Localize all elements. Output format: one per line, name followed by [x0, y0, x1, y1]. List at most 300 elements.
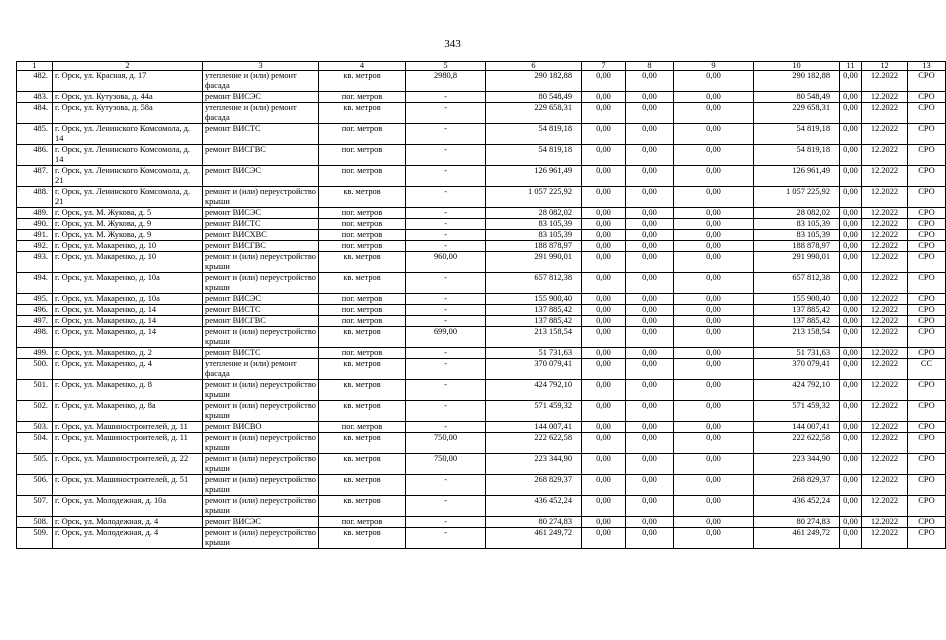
table-row [17, 124, 946, 145]
cell-cost-per-unit: 0,00 [840, 517, 862, 528]
cell-unit: кв. метров [319, 401, 406, 422]
cell-work-type: утепление и (или) ремонт фасада [203, 359, 319, 380]
cell-cost-per-unit: 0,00 [840, 71, 862, 92]
cell-address: г. Орск, ул. Макаренко, д. 8 [53, 380, 203, 401]
cell-volume: - [406, 145, 486, 166]
table-row [17, 316, 946, 327]
cell-address: г. Орск, ул. М. Жукова, д. 9 [53, 230, 203, 241]
cell-volume: - [406, 305, 486, 316]
cell-volume: 960,00 [406, 252, 486, 273]
table-row [17, 496, 946, 517]
cell-method: СРО [908, 145, 946, 166]
cell-deadline: 12.2022 [862, 401, 908, 422]
cell-fund-cost: 0,00 [582, 433, 626, 454]
cell-volume: - [406, 496, 486, 517]
cell-address: г. Орск, ул. Машиностроителей, д. 11 [53, 433, 203, 454]
cell-unit: пог. метров [319, 145, 406, 166]
cell-owner-funds: 126 961,49 [754, 166, 840, 187]
cell-owner-funds: 268 829,37 [754, 475, 840, 496]
cell-unit: пог. метров [319, 166, 406, 187]
cell-total-cost: 83 105,39 [486, 230, 582, 241]
cell-work-type: ремонт ВИСГВС [203, 145, 319, 166]
cell-method: СРО [908, 528, 946, 549]
cell-deadline: 12.2022 [862, 273, 908, 294]
cell-address: г. Орск, ул. Макаренко, д. 14 [53, 305, 203, 316]
table-row [17, 348, 946, 359]
cell-fund-cost: 0,00 [582, 316, 626, 327]
cell-total-cost: 657 812,38 [486, 273, 582, 294]
cell-address: г. Орск, ул. Красная, д. 17 [53, 71, 203, 92]
cell-budget-cost: 0,00 [626, 124, 674, 145]
cell-method: СРО [908, 496, 946, 517]
cell-cost-per-unit: 0,00 [840, 103, 862, 124]
cell-local-budget-cost: 0,00 [674, 208, 754, 219]
cell-owner-funds: 54 819,18 [754, 124, 840, 145]
cell-total-cost: 436 452,24 [486, 496, 582, 517]
table-row [17, 230, 946, 241]
cell-deadline: 12.2022 [862, 219, 908, 230]
cell-volume: - [406, 208, 486, 219]
cell-local-budget-cost: 0,00 [674, 348, 754, 359]
cell-total-cost: 571 459,32 [486, 401, 582, 422]
cell-work-type: ремонт ВИСТС [203, 124, 319, 145]
cell-deadline: 12.2022 [862, 327, 908, 348]
cell-local-budget-cost: 0,00 [674, 294, 754, 305]
cell-row-number: 482. [17, 71, 53, 92]
cell-local-budget-cost: 0,00 [674, 316, 754, 327]
cell-cost-per-unit: 0,00 [840, 241, 862, 252]
cell-unit: кв. метров [319, 433, 406, 454]
cell-local-budget-cost: 0,00 [674, 230, 754, 241]
table-row [17, 71, 946, 92]
cell-deadline: 12.2022 [862, 316, 908, 327]
column-header-10: 10 [754, 62, 840, 71]
cell-total-cost: 290 182,88 [486, 71, 582, 92]
cell-method: СРО [908, 475, 946, 496]
cell-cost-per-unit: 0,00 [840, 294, 862, 305]
cell-method: СРО [908, 219, 946, 230]
cell-owner-funds: 370 079,41 [754, 359, 840, 380]
cell-budget-cost: 0,00 [626, 475, 674, 496]
cell-cost-per-unit: 0,00 [840, 208, 862, 219]
cell-total-cost: 51 731,63 [486, 348, 582, 359]
cell-unit: пог. метров [319, 316, 406, 327]
cell-work-type: ремонт и (или) переустройство крыши [203, 380, 319, 401]
cell-total-cost: 222 622,58 [486, 433, 582, 454]
cell-fund-cost: 0,00 [582, 422, 626, 433]
cell-method: СРО [908, 187, 946, 208]
cell-cost-per-unit: 0,00 [840, 305, 862, 316]
cell-volume: - [406, 380, 486, 401]
cell-row-number: 501. [17, 380, 53, 401]
cell-fund-cost: 0,00 [582, 401, 626, 422]
cell-total-cost: 188 878,97 [486, 241, 582, 252]
cell-address: г. Орск, ул. Макаренко, д. 4 [53, 359, 203, 380]
cell-address: г. Орск, ул. Макаренко, д. 10 [53, 252, 203, 273]
cell-cost-per-unit: 0,00 [840, 422, 862, 433]
cell-owner-funds: 1 057 225,92 [754, 187, 840, 208]
cell-total-cost: 80 274,83 [486, 517, 582, 528]
cell-owner-funds: 54 819,18 [754, 145, 840, 166]
cell-method: СРО [908, 208, 946, 219]
cell-deadline: 12.2022 [862, 433, 908, 454]
column-header-3: 3 [203, 62, 319, 71]
column-number-row [17, 62, 946, 71]
cell-total-cost: 155 900,40 [486, 294, 582, 305]
cell-owner-funds: 290 182,88 [754, 71, 840, 92]
cell-owner-funds: 144 007,41 [754, 422, 840, 433]
cell-fund-cost: 0,00 [582, 252, 626, 273]
cell-total-cost: 213 158,54 [486, 327, 582, 348]
cell-volume: - [406, 528, 486, 549]
cell-deadline: 12.2022 [862, 305, 908, 316]
cell-total-cost: 1 057 225,92 [486, 187, 582, 208]
cell-row-number: 493. [17, 252, 53, 273]
table-row [17, 294, 946, 305]
cell-row-number: 487. [17, 166, 53, 187]
cell-row-number: 509. [17, 528, 53, 549]
cell-total-cost: 54 819,18 [486, 124, 582, 145]
cell-fund-cost: 0,00 [582, 294, 626, 305]
cell-cost-per-unit: 0,00 [840, 145, 862, 166]
cell-unit: пог. метров [319, 124, 406, 145]
cell-row-number: 508. [17, 517, 53, 528]
cell-fund-cost: 0,00 [582, 71, 626, 92]
cell-unit: кв. метров [319, 103, 406, 124]
cell-work-type: ремонт ВИСЭС [203, 166, 319, 187]
cell-budget-cost: 0,00 [626, 401, 674, 422]
cell-budget-cost: 0,00 [626, 359, 674, 380]
cell-row-number: 490. [17, 219, 53, 230]
cell-address: г. Орск, ул. М. Жукова, д. 5 [53, 208, 203, 219]
cell-volume: - [406, 316, 486, 327]
table-body [17, 71, 946, 549]
cell-cost-per-unit: 0,00 [840, 454, 862, 475]
cell-address: г. Орск, ул. Молодежная, д. 4 [53, 517, 203, 528]
cell-budget-cost: 0,00 [626, 517, 674, 528]
cell-budget-cost: 0,00 [626, 380, 674, 401]
cell-volume: - [406, 241, 486, 252]
cell-total-cost: 126 961,49 [486, 166, 582, 187]
cell-budget-cost: 0,00 [626, 208, 674, 219]
cell-row-number: 491. [17, 230, 53, 241]
cell-local-budget-cost: 0,00 [674, 496, 754, 517]
cell-local-budget-cost: 0,00 [674, 475, 754, 496]
cell-work-type: ремонт ВИСЭС [203, 294, 319, 305]
cell-owner-funds: 223 344,90 [754, 454, 840, 475]
cell-cost-per-unit: 0,00 [840, 528, 862, 549]
cell-cost-per-unit: 0,00 [840, 433, 862, 454]
cell-work-type: ремонт и (или) переустройство крыши [203, 187, 319, 208]
cell-local-budget-cost: 0,00 [674, 241, 754, 252]
cell-total-cost: 461 249,72 [486, 528, 582, 549]
cell-local-budget-cost: 0,00 [674, 401, 754, 422]
cell-local-budget-cost: 0,00 [674, 92, 754, 103]
table-row [17, 103, 946, 124]
cell-method: СРО [908, 401, 946, 422]
cell-budget-cost: 0,00 [626, 294, 674, 305]
cell-work-type: ремонт ВИСХВС [203, 230, 319, 241]
cell-cost-per-unit: 0,00 [840, 348, 862, 359]
cell-volume: - [406, 273, 486, 294]
cell-fund-cost: 0,00 [582, 327, 626, 348]
cell-fund-cost: 0,00 [582, 208, 626, 219]
cell-deadline: 12.2022 [862, 359, 908, 380]
cell-local-budget-cost: 0,00 [674, 187, 754, 208]
cell-unit: пог. метров [319, 219, 406, 230]
cell-fund-cost: 0,00 [582, 273, 626, 294]
cell-budget-cost: 0,00 [626, 433, 674, 454]
cell-cost-per-unit: 0,00 [840, 187, 862, 208]
cell-method: СРО [908, 241, 946, 252]
cell-fund-cost: 0,00 [582, 124, 626, 145]
cell-address: г. Орск, ул. Макаренко, д. 10а [53, 294, 203, 305]
cell-work-type: ремонт ВИСЭС [203, 92, 319, 103]
cell-row-number: 504. [17, 433, 53, 454]
cell-local-budget-cost: 0,00 [674, 103, 754, 124]
cell-row-number: 502. [17, 401, 53, 422]
cell-deadline: 12.2022 [862, 475, 908, 496]
cell-owner-funds: 229 658,31 [754, 103, 840, 124]
cell-budget-cost: 0,00 [626, 305, 674, 316]
cell-local-budget-cost: 0,00 [674, 252, 754, 273]
cell-budget-cost: 0,00 [626, 241, 674, 252]
table-row [17, 241, 946, 252]
column-header-11: 11 [840, 62, 862, 71]
cell-address: г. Орск, ул. Молодежная, д. 10а [53, 496, 203, 517]
cell-owner-funds: 222 622,58 [754, 433, 840, 454]
cell-owner-funds: 51 731,63 [754, 348, 840, 359]
cell-local-budget-cost: 0,00 [674, 380, 754, 401]
cell-cost-per-unit: 0,00 [840, 124, 862, 145]
cell-deadline: 12.2022 [862, 348, 908, 359]
cell-budget-cost: 0,00 [626, 219, 674, 230]
column-header-4: 4 [319, 62, 406, 71]
table-row [17, 433, 946, 454]
cell-cost-per-unit: 0,00 [840, 166, 862, 187]
cell-work-type: ремонт и (или) переустройство крыши [203, 327, 319, 348]
cell-cost-per-unit: 0,00 [840, 230, 862, 241]
cell-address: г. Орск, ул. Макаренко, д. 10а [53, 273, 203, 294]
page-number: 343 [444, 38, 461, 50]
cell-total-cost: 229 658,31 [486, 103, 582, 124]
cell-row-number: 503. [17, 422, 53, 433]
table-row [17, 252, 946, 273]
cell-unit: пог. метров [319, 294, 406, 305]
table-row [17, 92, 946, 103]
cell-unit: кв. метров [319, 273, 406, 294]
cell-row-number: 497. [17, 316, 53, 327]
cell-local-budget-cost: 0,00 [674, 305, 754, 316]
cell-volume: - [406, 517, 486, 528]
cell-work-type: ремонт ВИСВО [203, 422, 319, 433]
column-header-9: 9 [674, 62, 754, 71]
cell-work-type: ремонт и (или) переустройство крыши [203, 528, 319, 549]
cell-row-number: 505. [17, 454, 53, 475]
cell-method: СРО [908, 422, 946, 433]
cell-work-type: ремонт и (или) переустройство крыши [203, 433, 319, 454]
cell-work-type: ремонт ВИСТС [203, 348, 319, 359]
cell-method: СРО [908, 124, 946, 145]
cell-unit: пог. метров [319, 92, 406, 103]
cell-address: г. Орск, ул. Макаренко, д. 10 [53, 241, 203, 252]
cell-row-number: 484. [17, 103, 53, 124]
table-row [17, 166, 946, 187]
cell-unit: пог. метров [319, 230, 406, 241]
cell-budget-cost: 0,00 [626, 422, 674, 433]
cell-address: г. Орск, ул. Ленинского Комсомола, д. 14 [53, 124, 203, 145]
cell-address: г. Орск, ул. Машиностроителей, д. 51 [53, 475, 203, 496]
cell-unit: кв. метров [319, 454, 406, 475]
cell-fund-cost: 0,00 [582, 359, 626, 380]
cell-cost-per-unit: 0,00 [840, 380, 862, 401]
cell-fund-cost: 0,00 [582, 166, 626, 187]
cell-address: г. Орск, ул. Макаренко, д. 2 [53, 348, 203, 359]
cell-fund-cost: 0,00 [582, 305, 626, 316]
cell-row-number: 498. [17, 327, 53, 348]
table-row [17, 273, 946, 294]
table-row [17, 454, 946, 475]
cell-address: г. Орск, ул. Машиностроителей, д. 11 [53, 422, 203, 433]
cell-volume: - [406, 219, 486, 230]
cell-unit: кв. метров [319, 187, 406, 208]
cell-total-cost: 80 548,49 [486, 92, 582, 103]
cell-volume: - [406, 166, 486, 187]
cell-budget-cost: 0,00 [626, 187, 674, 208]
table-row [17, 187, 946, 208]
cell-address: г. Орск, ул. Ленинского Комсомола, д. 21 [53, 187, 203, 208]
cell-budget-cost: 0,00 [626, 273, 674, 294]
cell-fund-cost: 0,00 [582, 145, 626, 166]
cell-method: СРО [908, 433, 946, 454]
cell-deadline: 12.2022 [862, 517, 908, 528]
cell-owner-funds: 83 105,39 [754, 230, 840, 241]
cell-total-cost: 137 885,42 [486, 305, 582, 316]
cell-cost-per-unit: 0,00 [840, 401, 862, 422]
cell-deadline: 12.2022 [862, 71, 908, 92]
cell-fund-cost: 0,00 [582, 103, 626, 124]
cell-volume: - [406, 187, 486, 208]
cell-volume: 699,00 [406, 327, 486, 348]
cell-deadline: 12.2022 [862, 230, 908, 241]
cell-unit: пог. метров [319, 517, 406, 528]
cell-work-type: ремонт ВИСТС [203, 219, 319, 230]
cell-method: СРО [908, 454, 946, 475]
cell-cost-per-unit: 0,00 [840, 316, 862, 327]
cell-local-budget-cost: 0,00 [674, 327, 754, 348]
cell-volume: - [406, 294, 486, 305]
cell-row-number: 499. [17, 348, 53, 359]
table-row [17, 327, 946, 348]
table-row [17, 517, 946, 528]
cell-deadline: 12.2022 [862, 294, 908, 305]
cell-row-number: 485. [17, 124, 53, 145]
cell-budget-cost: 0,00 [626, 496, 674, 517]
cell-unit: пог. метров [319, 241, 406, 252]
cell-total-cost: 268 829,37 [486, 475, 582, 496]
cell-total-cost: 424 792,10 [486, 380, 582, 401]
cell-work-type: ремонт ВИСГВС [203, 241, 319, 252]
cell-address: г. Орск, ул. Макаренко, д. 14 [53, 327, 203, 348]
cell-budget-cost: 0,00 [626, 454, 674, 475]
cell-method: СРО [908, 166, 946, 187]
cell-deadline: 12.2022 [862, 252, 908, 273]
cell-fund-cost: 0,00 [582, 454, 626, 475]
cell-owner-funds: 80 274,83 [754, 517, 840, 528]
cell-fund-cost: 0,00 [582, 348, 626, 359]
cell-work-type: ремонт и (или) переустройство крыши [203, 273, 319, 294]
column-header-6: 6 [486, 62, 582, 71]
cell-fund-cost: 0,00 [582, 517, 626, 528]
cell-address: г. Орск, ул. Ленинского Комсомола, д. 14 [53, 145, 203, 166]
cell-volume: 750,00 [406, 433, 486, 454]
cell-address: г. Орск, ул. Ленинского Комсомола, д. 21 [53, 166, 203, 187]
cell-cost-per-unit: 0,00 [840, 273, 862, 294]
cell-method: СРО [908, 92, 946, 103]
cell-method: СРО [908, 71, 946, 92]
cell-method: СРО [908, 305, 946, 316]
cell-deadline: 12.2022 [862, 103, 908, 124]
cell-fund-cost: 0,00 [582, 230, 626, 241]
cell-deadline: 12.2022 [862, 145, 908, 166]
cell-budget-cost: 0,00 [626, 327, 674, 348]
cell-cost-per-unit: 0,00 [840, 252, 862, 273]
cell-method: СРО [908, 252, 946, 273]
cell-owner-funds: 291 990,01 [754, 252, 840, 273]
cell-fund-cost: 0,00 [582, 241, 626, 252]
cell-work-type: ремонт и (или) переустройство крыши [203, 401, 319, 422]
table-row [17, 208, 946, 219]
cell-local-budget-cost: 0,00 [674, 422, 754, 433]
cell-method: СРО [908, 348, 946, 359]
cell-local-budget-cost: 0,00 [674, 359, 754, 380]
cell-budget-cost: 0,00 [626, 252, 674, 273]
cell-address: г. Орск, ул. Кутузова, д. 44а [53, 92, 203, 103]
cell-row-number: 488. [17, 187, 53, 208]
column-header-12: 12 [862, 62, 908, 71]
cell-owner-funds: 188 878,97 [754, 241, 840, 252]
cell-owner-funds: 571 459,32 [754, 401, 840, 422]
cell-volume: 750,00 [406, 454, 486, 475]
cell-volume: - [406, 401, 486, 422]
cell-volume: - [406, 103, 486, 124]
cell-row-number: 489. [17, 208, 53, 219]
cell-budget-cost: 0,00 [626, 103, 674, 124]
cell-address: г. Орск, ул. Машиностроителей, д. 22 [53, 454, 203, 475]
cell-fund-cost: 0,00 [582, 187, 626, 208]
cell-local-budget-cost: 0,00 [674, 145, 754, 166]
cell-deadline: 12.2022 [862, 124, 908, 145]
column-header-1: 1 [17, 62, 53, 71]
cell-budget-cost: 0,00 [626, 316, 674, 327]
cell-unit: кв. метров [319, 359, 406, 380]
cell-work-type: ремонт и (или) переустройство крыши [203, 252, 319, 273]
cell-fund-cost: 0,00 [582, 380, 626, 401]
cell-row-number: 496. [17, 305, 53, 316]
cell-unit: кв. метров [319, 475, 406, 496]
cell-unit: кв. метров [319, 528, 406, 549]
cell-owner-funds: 436 452,24 [754, 496, 840, 517]
cell-work-type: ремонт ВИСЭС [203, 208, 319, 219]
cell-method: СРО [908, 380, 946, 401]
cell-owner-funds: 461 249,72 [754, 528, 840, 549]
cell-address: г. Орск, ул. Кутузова, д. 58а [53, 103, 203, 124]
cell-owner-funds: 28 082,02 [754, 208, 840, 219]
cell-unit: пог. метров [319, 422, 406, 433]
table-row [17, 380, 946, 401]
cell-deadline: 12.2022 [862, 454, 908, 475]
cell-fund-cost: 0,00 [582, 219, 626, 230]
